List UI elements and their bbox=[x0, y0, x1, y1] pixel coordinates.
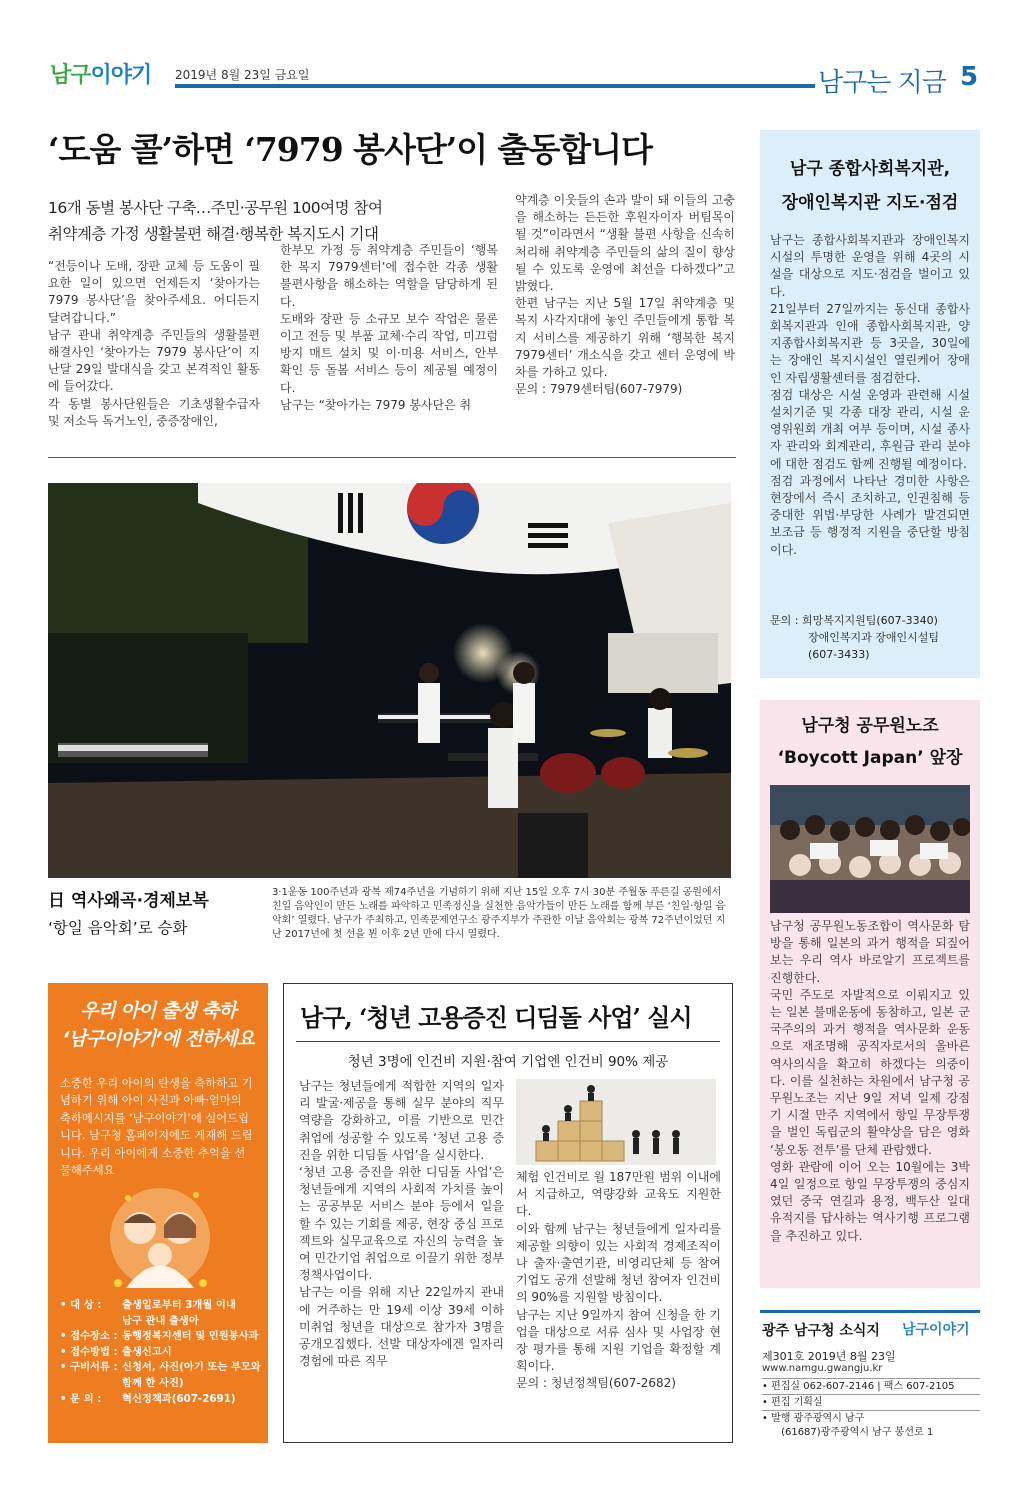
masthead-logo: 남구이야기 bbox=[902, 1322, 970, 1338]
detail-key: • 대 상 : bbox=[60, 1299, 102, 1311]
masthead-url[interactable]: www.namgu.gwangju.kr bbox=[762, 1363, 883, 1374]
main-subhead-1: 16개 동별 봉사단 구축…주민·공무원 100여명 참여 bbox=[48, 199, 383, 217]
birth-box-title: 우리 아이 출생 축하 ‘남구이야기’에 전하세요 bbox=[62, 1000, 254, 1050]
welfare-inspection-box bbox=[760, 130, 980, 678]
youth-article-col2-wrap bbox=[516, 1169, 721, 1393]
birth-detail-row bbox=[60, 1329, 265, 1345]
photo-caption-text: 3·1운동 100주년과 광복 제74주년을 기념하기 위해 지난 15일 오후 7시 30분 주월동 푸른길 공원에서 친일 음악인이 만든 노래를 파악하고 민족정신을 실천한 음악가들이 만든 노래를 함께 부른 ‘친일·항일 음악회’ 열렸다. 남구가 주최하고, 민족문제연구소 광주지부가 주관한 이날 음악회는 광복 72주년이었던 지난 2017년에 첫 선을 뵌 이후 2년 만에 다시 열렸다. bbox=[272, 887, 726, 940]
main-article-col3: 약계층 이웃들의 손과 발이 돼 이들의 고충을 해소하는 든든한 후원자이자 버팀목이 될 것”이라면서 “생활 불편 사항을 신속히 처리해 취약계층 주민들의 삶의 질이 향상될 수 있도록 운영에 최선을 다하겠다”고 밝혔다. 한편 남구는 지난 5월 17일 취약계층 및 복지 사각지대에 놓인 주민들에게 통합 복지 서비스를 제공하기 위해 ‘행복한 복지 7979센터’ 개소식을 갖고 센터 운영에 박차를 가하고 있다. bbox=[515, 193, 735, 380]
main-article-col3-wrap bbox=[515, 192, 735, 398]
youth-article-col2: 체험 인건비로 월 187만원 범위 이내에서 지급하고, 역량강화 교육도 지원한다. 이와 함께 남구는 청년들에게 일자리를 제공할 의향이 있는 사회적 경제조직이나 출자·출연기관, 비영리단체 등 참여 기업도 공개 선발해 청년 참여자 인건비의 90%를 지원할 방침이다. 남구는 지난 9일까지 참여 신청을 한 기업을 대상으로 서류 심사 및 사업장 현장 평가를 통해 지원 기업을 확정할 계획이다. bbox=[516, 1170, 721, 1374]
birth-box-details bbox=[60, 1298, 265, 1407]
photo-caption-title-1: 日 역사왜곡·경제보복 bbox=[48, 891, 209, 911]
masthead-title: 광주 남구청 소식지 bbox=[762, 1323, 880, 1339]
welfare-box-title: 남구 종합사회복지관, 장애인복지관 지도·점검 bbox=[781, 159, 959, 213]
detail-key: • 접수장소 : bbox=[60, 1330, 118, 1343]
masthead-line: (61687)광주광역시 남구 봉선로 1 bbox=[762, 1427, 934, 1438]
youth-article-col1: 남구는 청년들에게 적합한 지역의 일자리 발굴·제공을 통해 실무 분야의 직무역량을 강화하고, 이를 기반으로 민간 취업에 성공할 수 있도록 ‘청년 고용 증진을 위한 디딤돌 사업’을 실시한다. ‘청년 고용 증진을 위한 디딤돌 사업’은 청년들에게 지역의 사회적 가치를 높이는 공공부문 서비스 분야 등에서 일을 할 수 있는 기회를 제공, 현장 중심 프로젝트와 실무교육으로 자신의 능력을 높여 민간기업 취업으로 이끌기 위한 정부 정책사업이다. 남구는 이를 위해 지난 22일까지 관내에 거주하는 만 19세 이상 39세 이하 미취업 청년을 대상으로 참가자 3명을 공개모집했다. 선발 대상자에겐 일자리 경험에 따른 직무 bbox=[299, 1079, 504, 1369]
birth-detail-row bbox=[60, 1298, 265, 1329]
stairs-icon bbox=[516, 1079, 716, 1165]
main-article-col1: “전등이나 도배, 장판 교체 등 도움이 필요한 일이 있으면 언제든지 ‘찾아가는 7979 봉사단’을 찾아주세요. 어디든지 달려갑니다.” 남구 관내 취약계층 주민들의 생활불편 해결사인 ‘찾아가는 7979 봉사단’이 지난달 29일 발대식을 갖고 본격적인 활동에 들어갔다. 각 동별 봉사단원들은 기초생활수급자 및 저소득 독거노인, 중증장애인, bbox=[48, 259, 260, 428]
family-illustration bbox=[108, 1183, 213, 1293]
newspaper-logo: 남구이야기 bbox=[50, 63, 152, 88]
detail-value: 출생일로부터 3개월 이내 남구 관내 출생아 bbox=[122, 1299, 236, 1327]
photo-caption-title-2: ‘항일 음악회’로 승화 bbox=[48, 919, 188, 937]
masthead-line: • 발행 광주광역시 남구 bbox=[762, 1410, 980, 1426]
detail-value: 동행정복지센터 및 민원봉사과 bbox=[122, 1330, 259, 1343]
youth-headline: 남구, ‘청년 고용증진 디딤돌 사업’ 실시 bbox=[300, 1003, 692, 1032]
header-rule bbox=[175, 84, 815, 88]
main-subhead-2: 취약계층 가정 생활불편 해결·행복한 복지도시 기대 bbox=[48, 225, 379, 243]
detail-value: 신청서, 사진(아기 또는 부모와 함께 한 사진) bbox=[122, 1361, 261, 1389]
masthead-line: • 편집실 062-607-2146 | 팩스 607-2105 bbox=[762, 1378, 980, 1394]
birth-detail-row bbox=[60, 1345, 265, 1361]
detail-value: 출생신고시 bbox=[122, 1345, 172, 1358]
logo-text: 이야기 bbox=[90, 63, 152, 88]
birth-detail-row bbox=[60, 1392, 265, 1408]
detail-value: 혁신정책과(607-2691) bbox=[122, 1392, 236, 1405]
union-box-title: 남구청 공무원노조 ‘Boycott Japan’ 앞장 bbox=[777, 716, 963, 768]
article-divider bbox=[48, 457, 736, 458]
youth-article-contact: 문의 : 청년정책팀(607-2682) bbox=[516, 1376, 676, 1391]
union-group-photo bbox=[770, 785, 970, 913]
masthead-lines bbox=[762, 1378, 980, 1440]
masthead-line: • 편집 기획실 bbox=[762, 1394, 980, 1410]
union-boycott-box bbox=[760, 700, 980, 1288]
issue-date: 2019년 8월 23일 금요일 bbox=[175, 68, 310, 82]
welfare-contact-line: 장애인복지과 장애인시설팀 bbox=[808, 631, 940, 644]
welfare-box-body: 남구는 종합사회복지관과 장애인복지시설의 투명한 운영을 위해 4곳의 시설을 대상으로 지도·점검을 벌이고 있다. 21일부터 27일까지는 동신대 종합사회복지관과 인애 종합사회복지관, 양지종합사회복지관 등 3곳을, 30일에는 장애인 복지시설인 열린케어 장애인 자립생활센터를 점검한다. 점검 대상은 시설 운영과 관련해 시설 설치기준 및 각종 대장 관리, 시설 운영위원회 개최 여부 등이며, 시설 종사자 관리와 회계관리, 후원금 관리 분야에 대한 점검도 함께 진행될 예정이다. 점검 과정에서 나타난 경미한 사항은 현장에서 즉시 조치하고, 인권침해 등 중대한 위법·부당한 사례가 발견되면 보조금 등 행정적 지원을 중단할 방침이다. bbox=[770, 233, 970, 557]
welfare-box-contact bbox=[770, 612, 980, 663]
detail-key: • 문 의 : bbox=[60, 1392, 102, 1405]
youth-subhead: 청년 3명에 인건비 지원·참여 기업엔 인건비 90% 제공 bbox=[347, 1054, 669, 1070]
welfare-contact-line: 문의 : 희망복지지원팀(607-3340) bbox=[770, 614, 938, 627]
birth-box-body: 소중한 우리 아이의 탄생을 축하하고 기념하기 위해 아이 사진과 아빠·엄마의 축하메시지를 ‘남구이야기’에 실어드립니다. 남구청 홈페이지에도 게재해 드립니다. 우리 아이에게 소중한 추억을 선물해주세요 bbox=[60, 1077, 253, 1178]
detail-key: • 접수방법 : bbox=[60, 1345, 118, 1358]
concert-photo bbox=[48, 483, 731, 878]
birth-announcement-box bbox=[48, 983, 268, 1443]
page-number: 5 bbox=[960, 62, 979, 92]
detail-key: • 구비서류 : bbox=[60, 1361, 118, 1374]
masthead-rule bbox=[760, 1310, 980, 1313]
union-photo-illustration bbox=[770, 785, 970, 913]
section-title: 남구는 지금 bbox=[818, 68, 946, 98]
masthead bbox=[760, 1310, 980, 1450]
youth-headline-rule bbox=[296, 1041, 720, 1042]
main-headline: ‘도움 콜’하면 ‘7979 봉사단’이 출동합니다 bbox=[48, 130, 653, 169]
masthead-issue: 제301호 2019년 8월 23일 bbox=[762, 1350, 896, 1363]
stepping-stones-illustration bbox=[516, 1079, 716, 1165]
family-icon bbox=[108, 1183, 213, 1293]
concert-photo-illustration bbox=[48, 483, 731, 878]
welfare-contact-line: (607-3433) bbox=[808, 648, 870, 661]
birth-detail-row bbox=[60, 1360, 265, 1391]
youth-employment-article bbox=[283, 983, 733, 1443]
main-article-col2: 한부모 가정 등 취약계층 주민들이 ‘행복한 복지 7979센터’에 접수한 각종 생활 불편사항을 해소하는 역할을 담당하게 된다. 도배와 장판 등 소규모 보수 작업은 물론이고 전등 및 부품 교체·수리 작업, 미끄럼 방지 매트 설치 및 이·미용 서비스, 안부 확인 등 돌봄 서비스 등이 제공될 예정이다. 남구는 “찾아가는 7979 봉사단은 취 bbox=[280, 243, 498, 412]
union-box-body: 남구청 공무원노동조합이 역사문화 탐방을 통해 일본의 과거 행적을 되짚어 보는 우리 역사 바로알기 프로젝트를 진행한다. 국민 주도로 자발적으로 이뤄지고 있는 일본 불매운동에 동참하고, 일본 군국주의의 과거 행적을 역사문화 운동으로 재조명해 공직자로서의 올바른 역사의식을 확고히 하겠다는 의중이다. 이를 실천하는 차원에서 남구청 공무원노조는 지난 9일 저녁 일제 강점기 시절 만주 지역에서 항일 무장투쟁을 벌인 독립군의 활약상을 담은 영화 ‘봉오동 전투’를 단체 관람했다. 영화 관람에 이어 오는 10월에는 3박 4일 일정으로 항일 무장투쟁의 중심지였던 중국 연길과 용정, 백두산 일대 유적지를 답사하는 역사기행 프로그램을 추진하고 있다. bbox=[770, 919, 970, 1243]
main-article-contact: 문의 : 7979센터팀(607-7979) bbox=[515, 382, 683, 397]
